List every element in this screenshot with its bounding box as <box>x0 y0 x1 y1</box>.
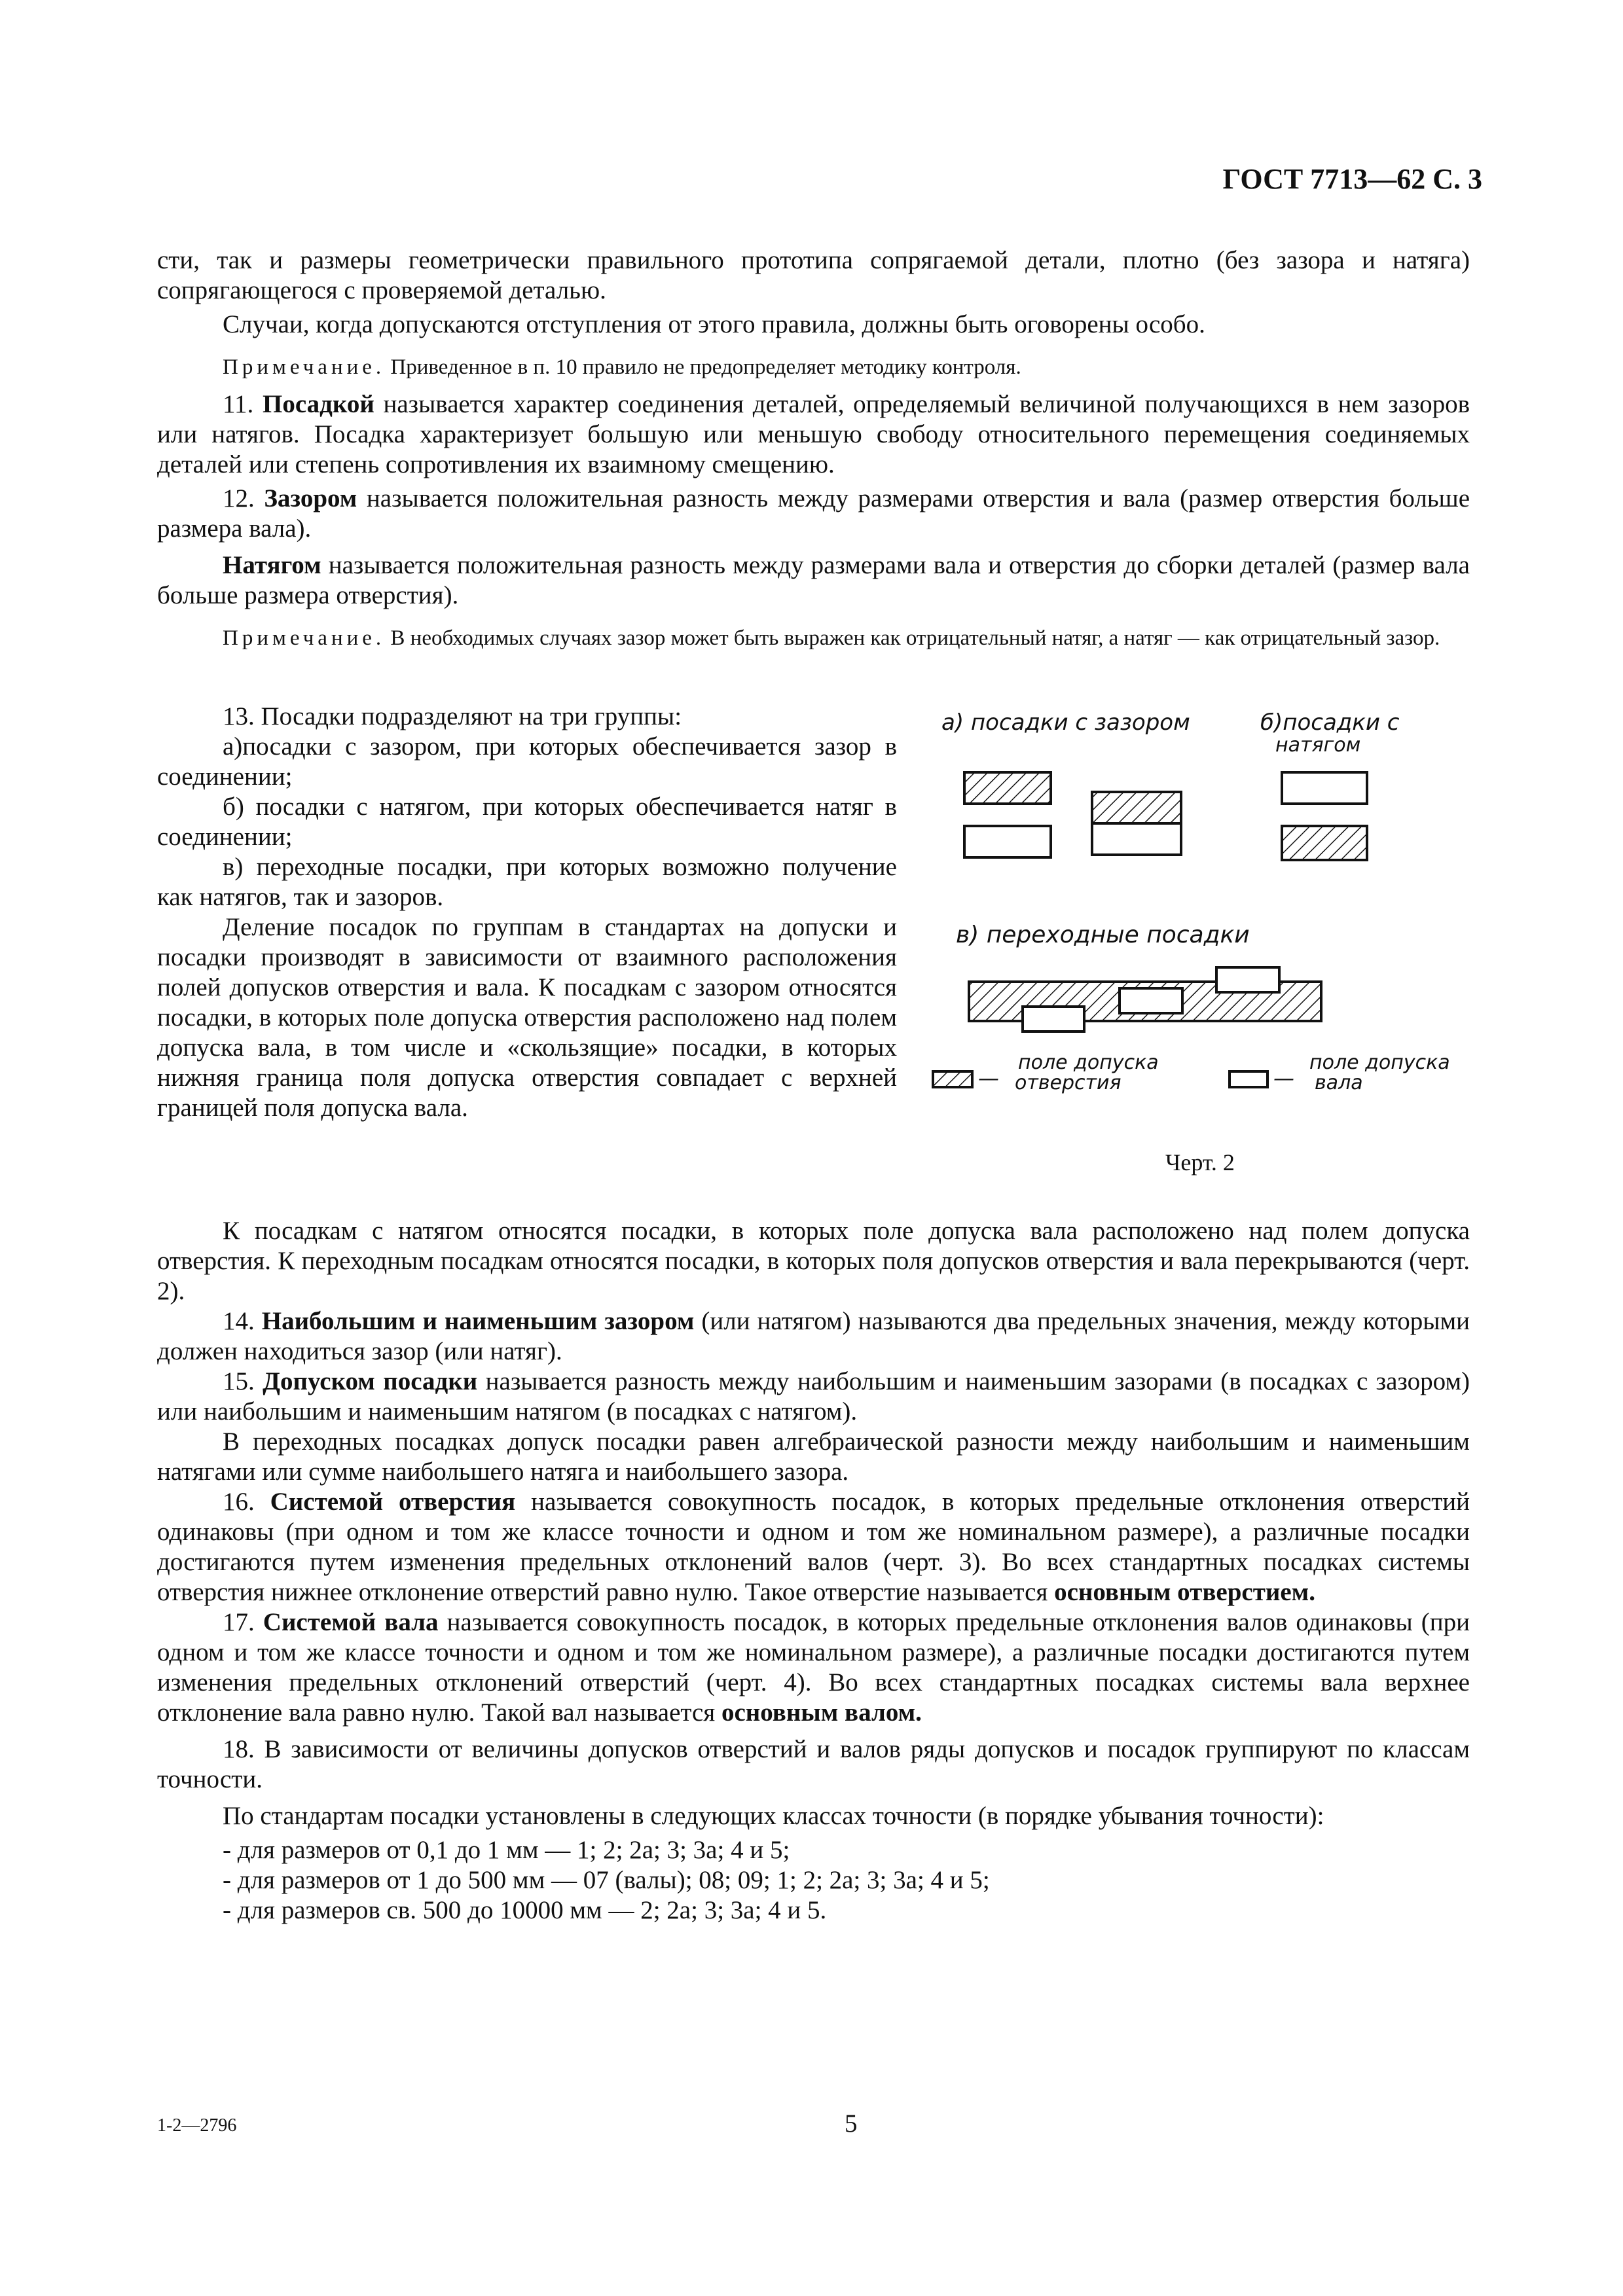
term: основным валом. <box>721 1698 922 1727</box>
shaft-tolerance-field <box>1092 823 1181 855</box>
note-paragraph <box>157 354 1470 380</box>
figure-fits-diagram <box>917 700 1506 1211</box>
paragraph-13b: б) посадки с натягом, при которых обеспечивается натяг в соединении; <box>157 793 897 851</box>
legend-shaft-line2: вала <box>1315 1071 1363 1094</box>
paragraph-13e: К посадкам с натягом относятся посадки, в которых поле допуска вала расположено над полем допуска отверстия. К переходным посадкам относятся посадки, в которых поля допусков отверстия и вала перекрываются (черт. 2). <box>157 1217 1470 1305</box>
paragraph: сти, так и размеры геометрически правильного прототипа сопрягаемой детали, плотно (без зазора и натяга) сопрягающегося с проверяемой деталью. <box>157 246 1470 304</box>
paragraph-18: 18. В зависимости от величины допусков отверстий и валов ряды допусков и посадок группируют по классам точности. <box>157 1735 1470 1793</box>
term: Натягом <box>223 551 321 579</box>
paragraph-18b: По стандартам посадки установлены в следующих классах точности (в порядке убывания точности): <box>223 1802 1324 1830</box>
note-text: Приведенное в п. 10 правило не предопределяет методику контроля. <box>385 355 1021 379</box>
paragraph-text: называется совокупность посадок, в которых предельные отклонения валов одинаковы (при одном и том же классе точности и одном и том же номинальном размере), а различные посадки достигаются путем изменения предельных отклонений отверстий (черт. 4). Во всех стандартных посадках системы вала верхнее отклонение вала равно нулю. Такой вал называется <box>157 1608 1470 1727</box>
paragraph-15 <box>157 1367 1470 1427</box>
list-item: - для размеров св. 500 до 10000 мм — 2; 2а; 3; 3а; 4 и 5. <box>223 1896 827 1924</box>
legend-dash: — <box>978 1066 999 1090</box>
hole-tolerance-field <box>1092 792 1181 823</box>
paragraph-16 <box>157 1487 1470 1607</box>
legend-hole-line2: отверстия <box>1015 1071 1122 1094</box>
print-code: 1-2—2796 <box>157 2115 237 2136</box>
item-number: 16. <box>223 1488 270 1516</box>
paragraph-12 <box>157 484 1470 544</box>
paragraph-13: 13. Посадки подразделяют на три группы: <box>223 702 682 730</box>
label-clearance-fits: а) посадки с зазором <box>941 709 1190 736</box>
legend-shaft-line1: поле допуска <box>1309 1051 1450 1074</box>
paragraph-text: называется положительная разность между размерами отверстия и вала (размер отверстия больше размера вала). <box>157 484 1470 543</box>
paragraph-13c: в) переходные посадки, при которых возможно получение как натягов, так и зазоров. <box>157 853 897 911</box>
paragraph-text: называется разность между наибольшим и наименьшим зазорами (в посадках с зазором) или наибольшим и наименьшим натягом (в посадках с натягом). <box>157 1367 1470 1426</box>
legend-hole-swatch <box>933 1071 972 1087</box>
item-number: 17. <box>223 1608 263 1636</box>
note-paragraph <box>157 625 1470 651</box>
label-interference-fits-line1: б)посадки с <box>1260 709 1400 736</box>
shaft-tolerance-field <box>964 826 1051 857</box>
top-text-block <box>157 245 1470 660</box>
legend-shaft-swatch <box>1230 1071 1267 1087</box>
paragraph-text: называется совокупность посадок, в которых предельные отклонения отверстий одинаковы (при одном и том же классе точности и одном и том же номинальном размере), а различные посадки достигаются путем изменения предельных отклонений валов (черт. 3). Во всех стандартных посадках системы отверстия нижнее отклонение отверстий равно нулю. Такое отверстие называется <box>157 1488 1470 1606</box>
term: Зазором <box>264 484 357 512</box>
paragraph-15b: В переходных посадках допуск посадки равен алгебраической разности между наибольшим и наименьшим натягами или сумме наибольшего натяга и наибольшего зазора. <box>157 1427 1470 1486</box>
paragraph: Случаи, когда допускаются отступления от этого правила, должны быть оговорены особо. <box>223 310 1205 338</box>
note-label: Примечание. <box>223 626 386 650</box>
hole-tolerance-field <box>1282 826 1367 860</box>
note-text: В необходимых случаях зазор может быть выражен как отрицательный натяг, а натяг — как отрицательный зазор. <box>385 626 1440 650</box>
item-number: 14. <box>223 1307 262 1335</box>
paragraph-17 <box>157 1607 1470 1728</box>
bottom-text-block <box>157 1216 1470 1926</box>
page-number: 5 <box>845 2109 858 2138</box>
figure-caption: Черт. 2 <box>1165 1149 1235 1175</box>
paragraph-14 <box>157 1306 1470 1367</box>
legend-hole-line1: поле допуска <box>1018 1051 1159 1074</box>
paragraph-12b <box>157 550 1470 611</box>
item-number: 11. <box>223 390 263 418</box>
shaft-tolerance-field <box>1120 988 1182 1013</box>
paragraph-13a: а)посадки с зазором, при которых обеспечивается зазор в соединении; <box>157 732 897 791</box>
paragraph-11 <box>157 389 1470 480</box>
paragraph-text: называется положительная разность между размерами вала и отверстия до сборки деталей (размер вала больше размера отверстия). <box>157 551 1470 609</box>
term: Допуском посадки <box>263 1367 478 1395</box>
paragraph-text: (или натягом) называются два предельных значения, между которыми должен находиться зазор (или натяг). <box>157 1307 1470 1365</box>
term: Системой отверстия <box>270 1488 516 1516</box>
shaft-tolerance-field <box>1282 772 1367 804</box>
paragraph-text: называется характер соединения деталей, определяемый величиной получающихся в нем зазоров или натягов. Посадка характеризует большую или меньшую свободу относительного перемещения соединяемых деталей или степень сопротивления их взаимному смещению. <box>157 390 1470 478</box>
item-number: 12. <box>223 484 264 512</box>
paragraph-13d: Деление посадок по группам в стандартах на допуски и посадки производят в зависимости от взаимного расположения полей допусков отверстия и вала. К посадкам с зазором относятся посадки, в которых поле допуска отверстия расположено над полем допуска вала, в том числе и «скользящие» посадки, в которых нижняя граница поля допуска отверстия совпадает с верхней границей поля допуска вала. <box>157 913 897 1122</box>
note-label: Примечание. <box>223 355 386 379</box>
hole-tolerance-field <box>964 772 1051 804</box>
list-item: - для размеров от 0,1 до 1 мм — 1; 2; 2а; 3; 3а; 4 и 5; <box>223 1836 790 1864</box>
left-column <box>157 702 897 1123</box>
label-interference-fits-line2: натягом <box>1275 734 1361 757</box>
document-header: ГОСТ 7713—62 С. 3 <box>1222 163 1482 195</box>
term: Посадкой <box>263 390 374 418</box>
shaft-tolerance-field <box>1023 1007 1084 1031</box>
legend-dash: — <box>1273 1066 1294 1090</box>
item-number: 15. <box>223 1367 263 1395</box>
label-transition-fits: в) переходные посадки <box>956 922 1250 948</box>
shaft-tolerance-field <box>1216 967 1279 992</box>
term: основным отверстием. <box>1054 1578 1315 1606</box>
term: Наибольшим и наименьшим зазором <box>261 1307 695 1335</box>
list-item: - для размеров от 1 до 500 мм — 07 (валы); 08; 09; 1; 2; 2а; 3; 3а; 4 и 5; <box>223 1866 990 1894</box>
term: Системой вала <box>263 1608 439 1636</box>
